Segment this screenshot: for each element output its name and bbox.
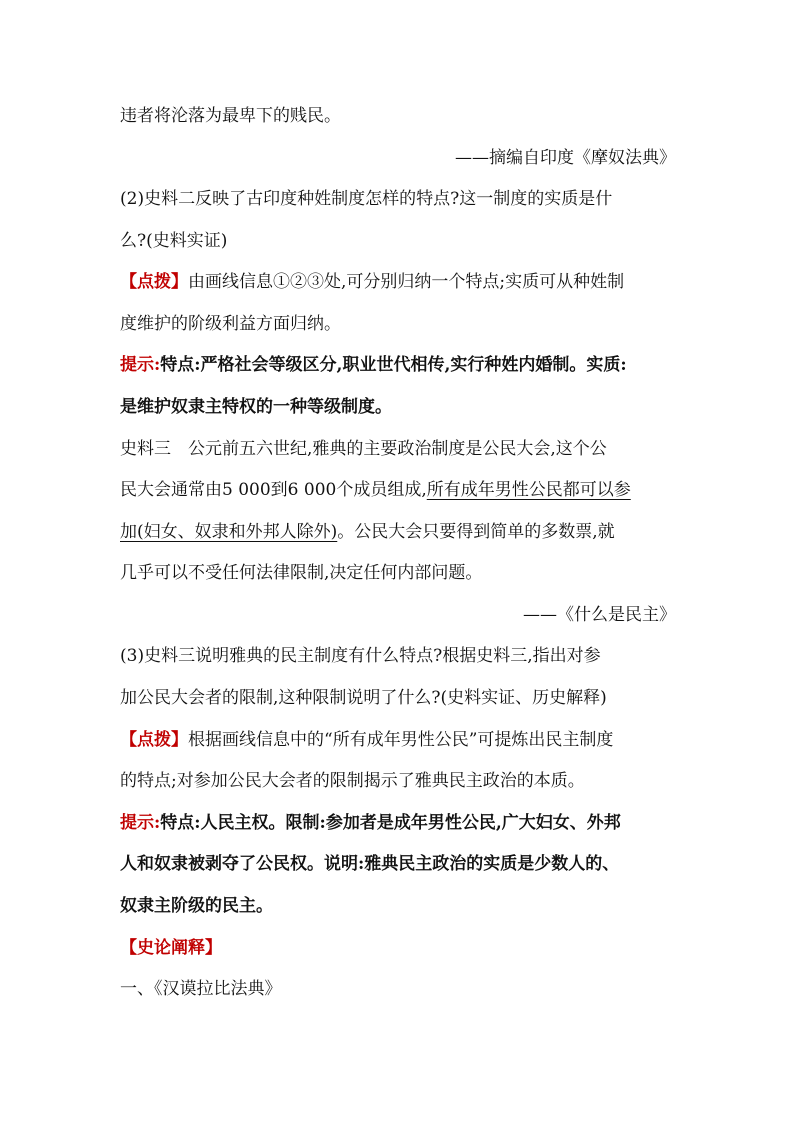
answer-line-2: 是维护奴隶主特权的一种等级制度。: [120, 397, 392, 417]
section-heading: 【史论阐释】: [120, 938, 222, 958]
hint-text: 根据画线信息中的“所有成年男性公民”可提炼出民主制度: [188, 730, 614, 750]
answer-tag: 提示:: [120, 355, 161, 375]
question-2-line-1: (2)史料二反映了古印度种姓制度怎样的特点?这一制度的实质是什: [120, 189, 613, 209]
underlined-text: 所有成年男性公民都可以参: [426, 480, 631, 500]
source-3-line-4: 几乎可以不受任何法律限制,决定任何内部问题。: [120, 563, 483, 583]
citation: ——《什么是民主》: [523, 605, 676, 625]
hint-line-2: 度维护的阶级利益方面归纳。: [120, 314, 341, 334]
answer-line-3: 奴隶主阶级的民主。: [120, 896, 273, 916]
answer-line-2: 人和奴隶被剥夺了公民权。说明:雅典民主政治的实质是少数人的、: [120, 854, 620, 874]
hint-paragraph: [120, 270, 680, 294]
question-3-line-2: 加公民大会者的限制,这种限制说明了什么?(史料实证、历史解释): [120, 688, 607, 708]
hint-tag: 【点拨】: [120, 272, 188, 292]
source-3-text: 民大会通常由5 000到6 000个成员组成,: [120, 480, 427, 500]
underlined-text: 加(妇女、奴隶和外邦人除外): [120, 522, 338, 542]
answer-text: 特点:严格社会等级区分,职业世代相传,实行种姓内婚制。实质:: [160, 355, 627, 375]
subsection-heading: 一、《汉谟拉比法典》: [120, 979, 282, 999]
answer-text: 特点:人民主权。限制:参加者是成年男性公民,广大妇女、外邦: [160, 813, 621, 833]
source-3-text: 。公民大会只要得到简单的多数票,就: [337, 522, 615, 542]
hint-paragraph: [120, 728, 680, 752]
question-3-line-1: (3)史料三说明雅典的民主制度有什么特点?根据史料三,指出对参: [120, 646, 601, 666]
hint-tag: 【点拨】: [120, 730, 188, 750]
answer-tag: 提示:: [120, 813, 161, 833]
hint-text: 由画线信息①②③处,可分别归纳一个特点;实质可从种姓制: [188, 272, 625, 292]
question-2-line-2: 么?(史料实证): [120, 231, 228, 251]
citation: ——摘编自印度《摩奴法典》: [455, 148, 676, 168]
source-3-line-1: 史料三 公元前五六世纪,雅典的主要政治制度是公民大会,这个公: [120, 439, 607, 459]
answer-paragraph: [120, 811, 680, 835]
hint-line-2: 的特点;对参加公民大会者的限制揭示了雅典民主政治的本质。: [120, 771, 585, 791]
text-line: 违者将沦落为最卑下的贱民。: [120, 106, 341, 126]
source-3-line-2: [120, 478, 680, 502]
answer-paragraph: [120, 353, 680, 377]
source-3-line-3: [120, 520, 680, 544]
